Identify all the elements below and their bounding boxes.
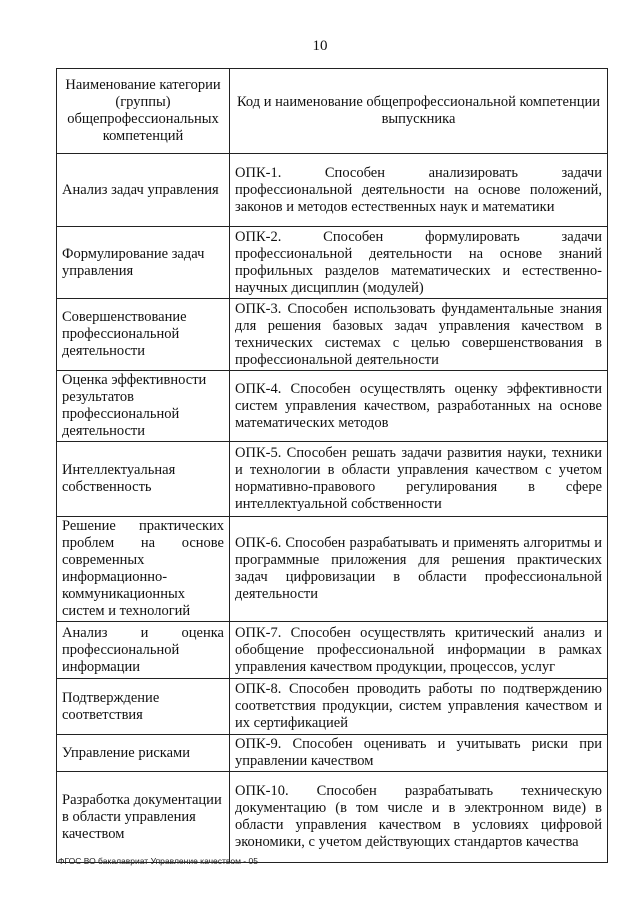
category-cell: Формулирование задач управления: [57, 227, 230, 299]
competence-cell: ОПК-6. Способен разрабатывать и применять алгоритмы и программные приложения для решения практических задач цифровизации в области профессиональной деятельности: [230, 517, 608, 622]
table-header-row: [57, 69, 608, 154]
competence-cell: ОПК-1. Способен анализировать задачи профессиональной деятельности на основе положений, законов и методов естественных наук и математики: [230, 154, 608, 227]
table-row: [57, 442, 608, 517]
table-row: [57, 371, 608, 442]
page-number: 10: [312, 38, 328, 54]
category-cell: Решение практических проблем на основе современных информационно-коммуникационных систем и технологий: [57, 517, 230, 622]
competence-cell: ОПК-7. Способен осуществлять критический анализ и обобщение профессиональной информации в рамках управления качеством продукции, процессов, услуг: [230, 622, 608, 679]
category-cell: Анализ и оценка профессиональной информации: [57, 622, 230, 679]
competence-table: [56, 68, 608, 863]
category-cell: Интеллектуальная собственность: [57, 442, 230, 517]
competence-cell: ОПК-5. Способен решать задачи развития науки, техники и технологии в области управления качеством с учетом нормативно-правового регулирования в сфере интеллектуальной собственности: [230, 442, 608, 517]
competence-cell: ОПК-8. Способен проводить работы по подтверждению соответствия продукции, систем управления качеством и их сертификацией: [230, 679, 608, 735]
category-cell: Управление рисками: [57, 735, 230, 772]
competence-cell: ОПК-3. Способен использовать фундаментальные знания для решения базовых задач управления качеством в технических системах с целью совершенствования в профессиональной деятельности: [230, 299, 608, 371]
table-row: [57, 772, 608, 863]
header-category: Наименование категории (группы) общепрофессиональных компетенций: [57, 69, 230, 154]
competence-cell: ОПК-10. Способен разрабатывать техническую документацию (в том числе и в электронном виде) в области управления качеством в условиях цифровой экономики, с учетом действующих стандартов качества: [230, 772, 608, 863]
table-row: [57, 227, 608, 299]
competence-cell: ОПК-4. Способен осуществлять оценку эффективности систем управления качеством, разработанных на основе математических методов: [230, 371, 608, 442]
table-row: [57, 735, 608, 772]
category-cell: Совершенствование профессиональной деятельности: [57, 299, 230, 371]
header-competence: Код и наименование общепрофессиональной компетенции выпускника: [230, 69, 608, 154]
table-row: [57, 299, 608, 371]
category-cell: Подтверждение соответствия: [57, 679, 230, 735]
table-row: [57, 622, 608, 679]
table-row: [57, 154, 608, 227]
category-cell: Анализ задач управления: [57, 154, 230, 227]
competence-cell: ОПК-2. Способен формулировать задачи профессиональной деятельности на основе знаний профильных разделов математических и естественно-научных дисциплин (модулей): [230, 227, 608, 299]
table-row: [57, 517, 608, 622]
category-cell: Оценка эффективности результатов профессиональной деятельности: [57, 371, 230, 442]
category-cell: Разработка документации в области управления качеством: [57, 772, 230, 863]
competence-cell: ОПК-9. Способен оценивать и учитывать риски при управлении качеством: [230, 735, 608, 772]
footer-note: ФГОС ВО бакалавриат Управление качеством - 05: [58, 856, 258, 866]
table-row: [57, 679, 608, 735]
